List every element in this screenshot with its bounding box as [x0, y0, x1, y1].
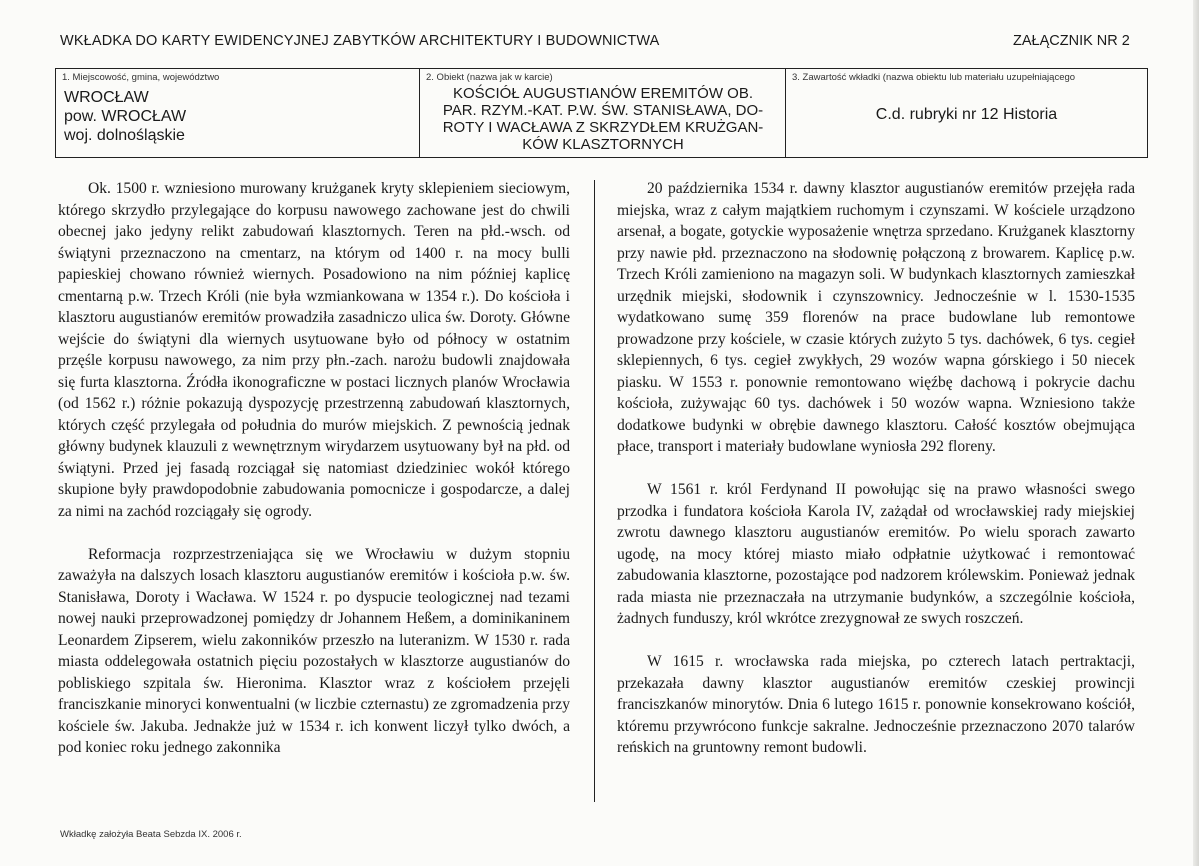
- paragraph: W 1561 r. król Ferdynand II powołując się na prawo własności swego przodka i fundatora kościoła Karola IV, zażądał od wrocławskiej rady miejskiej zwrotu dawnego klasztoru augustianów eremitów. Po wielu sporach zawarto ugodę, na mocy której miasto miało odpłatnie użytkować i remontować zabudowania klasztorne, pozostające pod nadzorem królewskim. Ponieważ jednak rada miasta nie przeznaczała na utrzymanie budynków, a szczególnie kościoła, żadnych funduszy, król wkrótce zrezygnował ze swych roszczeń.: [617, 481, 1135, 627]
- paragraph: 20 października 1534 r. dawny klasztor augustianów eremitów przejęła rada miejska, wraz z całym majątkiem ruchomym i czynszami. W kościele urządzono arsenał, a bogate, gotyckie wyposażenie wnętrza sprzedano. Krużganek klasztorny przy nawie płd. przeznaczono na słodownię połączoną z browarem. Kaplicę p.w. Trzech Króli zamieniono na magazyn soli. W budynkach klasztornych zamieszkał urzędnik miejski, słodownik i czynszownicy. Jednocześnie w l. 1530-1535 wydatkowano sumę 359 florenów na prace budowlane lub remontowe prowadzone przy kościele, w czasie których zużyto 5 tys. dachówek, 6 tys. cegieł sklepiennych, 6 tys. cegieł zwykłych, 29 wozów wapna górskiego i 50 niecek piasku. W 1553 r. ponownie remontowano więźbę dachową i pokrycie dachu kościoła, zużywając 60 tys. dachówek i 50 wozów wapna. Wzniesiono także dodatkowe budynki w obrębie dawnego klasztoru. Całość kosztów obejmująca płace, transport i materiały budowlane wyniosła 292 floreny.: [617, 180, 1135, 455]
- contents-cell: [786, 69, 1147, 157]
- county: pow. WROCŁAW: [64, 108, 187, 125]
- object-name-line-2: PAR. RZYM.-KAT. P.W. ŚW. STANISŁAWA, DO-: [442, 102, 764, 119]
- paragraph: W 1615 r. wrocławska rada miejska, po czterech latach pertraktacji, przekazała dawny klasztor augustianów eremitów czeskiej prowincji franciszkanów minorytów. Dnia 6 lutego 1615 r. ponownie konsekrowano kościół, któremu przywrócono funkcje sakralne. Jednocześnie przeznaczono 2070 talarów reńskich na gruntowny remont budowli.: [617, 653, 1135, 756]
- contents-label: 3. Zawartość wkładki (nazwa obiektu lub materiału uzupełniającego: [792, 72, 1076, 83]
- object-cell: [420, 69, 786, 157]
- footer-note: Wkładkę założyła Beata Sebzda IX. 2006 r.: [60, 829, 242, 840]
- city: WROCŁAW: [64, 89, 149, 106]
- voivodeship: woj. dolnośląskie: [64, 127, 185, 144]
- right-column: [617, 178, 1135, 759]
- location-label: 1. Miejscowość, gmina, województwo: [62, 72, 220, 83]
- left-column: [58, 178, 570, 759]
- column-divider: [594, 180, 595, 802]
- paragraph: Reformacja rozprzestrzeniająca się we Wrocławiu w dużym stopniu zaważyła na dalszych losach klasztoru augustianów eremitów i kościoła p.w. św. Stanisława, Doroty i Wacława. W 1524 r. po dyspucie teologicznej nad tezami nowej nauki przeprowadzonej pomiędzy dr Johannem Heßem, a dominikaninem Leonardem Zipserem, wielu zakonników przeszło na luteranizm. W 1530 r. rada miasta oddelegowała ostatnich pięciu pozostałych w klasztorze augustianów do pobliskiego szpitala św. Hieronima. Klasztor wraz z kościołem przejęli franciszkanie minoryci konwentualni (w liczbie czternastu) ze zgromadzenia przy kościele św. Jakuba. Jednakże już w 1534 r. ich konwent liczył tylko dwóch, a pod koniec roku jednego zakonnika: [58, 545, 570, 756]
- form-title: WKŁADKA DO KARTY EWIDENCYJNEJ ZABYTKÓW ARCHITEKTURY I BUDOWNICTWA: [60, 33, 660, 49]
- object-name-line-3: ROTY I WACŁAWA Z SKRZYDŁEM KRUŻGAN-: [442, 119, 764, 136]
- object-name-line-4: KÓW KLASZTORNYCH: [522, 136, 684, 153]
- info-box: [55, 68, 1148, 158]
- contents-value: C.d. rubryki nr 12 Historia: [875, 106, 1058, 123]
- paragraph: Ok. 1500 r. wzniesiono murowany krużganek kryty sklepieniem sieciowym, którego skrzydło przylegające do korpusu nawowego zachowane jest do chwili obecnej jako jedyny relikt zabudowań klasztornych. Teren na płd.-wsch. od świątyni przeznaczono na cmentarz, na którym od 1400 r. na mocy bulli papieskiej chowano również wiernych. Posadowiono na nim później kaplicę cmentarną p.w. Trzech Króli (nie była wzmiankowana w 1354 r.). Do kościoła i klasztoru augustianów eremitów prowadziła zasadniczo ulica św. Doroty. Główne wejście do świątyni dla wiernych usytuowane było od północy w ostatnim przęśle korpusu nawowego, za nim przy płn.-zach. narożu budowli znajdowała się furta klasztorna. Źródła ikonograficzne w postaci licznych planów Wrocławia (od 1562 r.) różnie pokazują dyspozycję przestrzenną zabudowań klasztornych, których część przylegała od południa do murów miejskich. Z pewnością jednak główny budynek klauzuli z wewnętrznym wirydarzem usytuowany był na płd. od świątyni. Przed jej fasadą rozciągał się natomiast dziedziniec wokół którego skupione były prawdopodobnie zabudowania pomocnicze i gospodarcze, a dalej za nimi na zachód rozciągały się ogrody.: [58, 180, 570, 520]
- object-name-line-1: KOŚCIÓŁ AUGUSTIANÓW EREMITÓW OB.: [452, 85, 754, 102]
- scan-edge: [1193, 0, 1199, 866]
- object-label: 2. Obiekt (nazwa jak w karcie): [426, 72, 553, 83]
- location-cell: [56, 69, 420, 157]
- attachment-number: ZAŁĄCZNIK NR 2: [1013, 33, 1130, 49]
